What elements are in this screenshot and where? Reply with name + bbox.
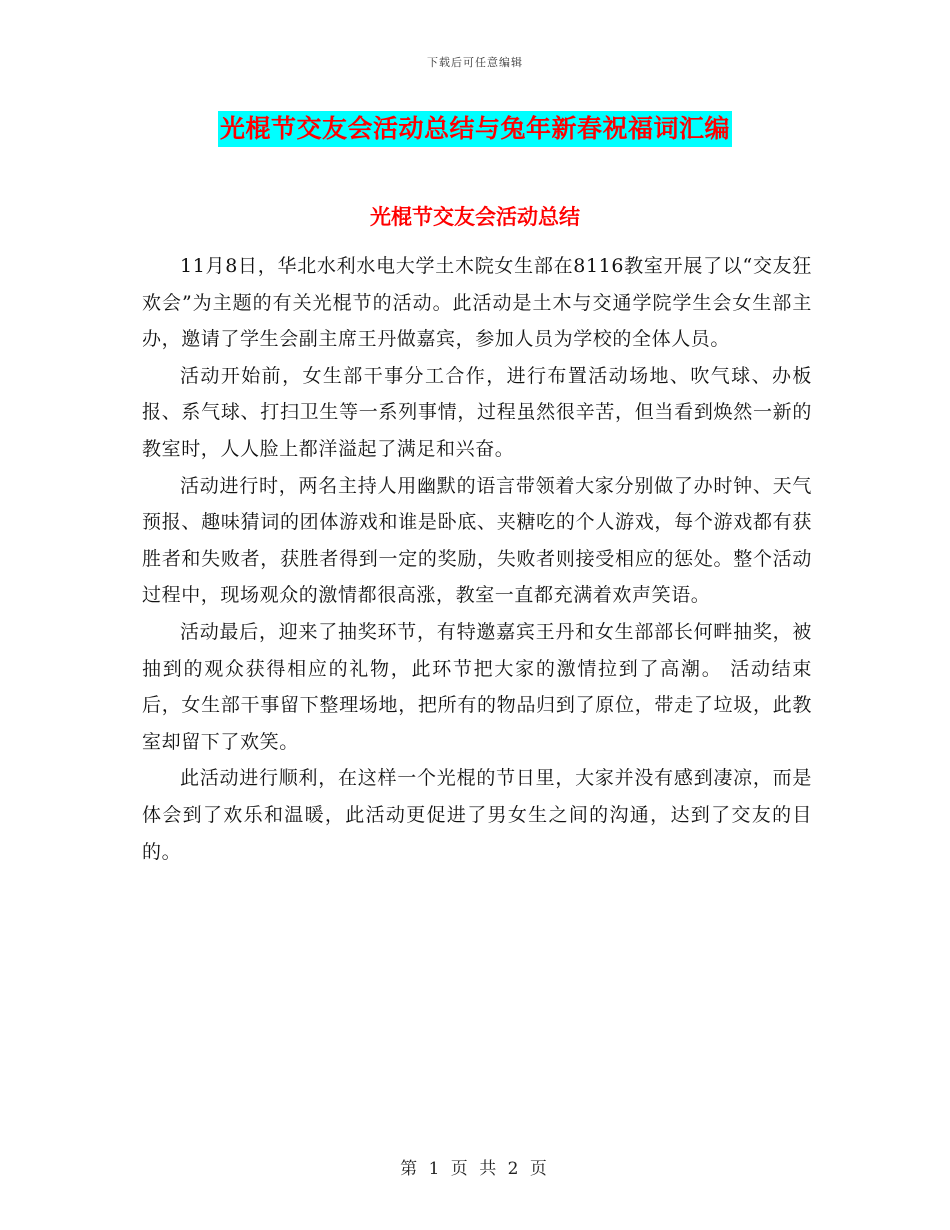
header-note: 下载后可任意编辑: [427, 56, 523, 69]
paragraph: 11月8日，华北水利水电大学土木院女生部在8116教室开展了以“交友狂欢会”为主题的有关光棍节的活动。此活动是土木与交通学院学生会女生部主办，邀请了学生会副主席王丹做嘉宾，参加人员为学校的全体人员。: [142, 255, 812, 351]
paragraph: 活动最后，迎来了抽奖环节，有特邀嘉宾王丹和女生部部长何畔抽奖，被抽到的观众获得相应的礼物，此环节把大家的激情拉到了高潮。 活动结束后，女生部干事留下整理场地，把所有的物品归到了原位，带走了垃圾，此教室却留下了欢笑。: [142, 620, 812, 753]
paragraph: 活动开始前，女生部干事分工合作，进行布置活动场地、吹气球、办板报、系气球、打扫卫生等一系列事情，过程虽然很辛苦，但当看到焕然一新的教室时，人人脸上都洋溢起了满足和兴奋。: [142, 364, 812, 460]
section-title: 光棍节交友会活动总结: [370, 204, 580, 229]
document-title: 光棍节交友会活动总结与兔年新春祝福词汇编: [218, 111, 732, 147]
document-body: [142, 248, 812, 870]
document-title-container: [0, 111, 950, 147]
paragraph: 活动进行时，两名主持人用幽默的语言带领着大家分别做了办时钟、天气预报、趣味猜词的团体游戏和谁是卧底、夹糖吃的个人游戏，每个游戏都有获胜者和失败者，获胜者得到一定的奖励，失败者则接受相应的惩处。整个活动过程中，现场观众的激情都很高涨，教室一直都充满着欢声笑语。: [142, 474, 812, 607]
paragraph: 此活动进行顺利，在这样一个光棍的节日里，大家并没有感到凄凉，而是体会到了欢乐和温暖，此活动更促进了男女生之间的沟通，达到了交友的目的。: [142, 767, 812, 863]
page-indicator: 第 1 页 共 2 页: [400, 1159, 550, 1179]
